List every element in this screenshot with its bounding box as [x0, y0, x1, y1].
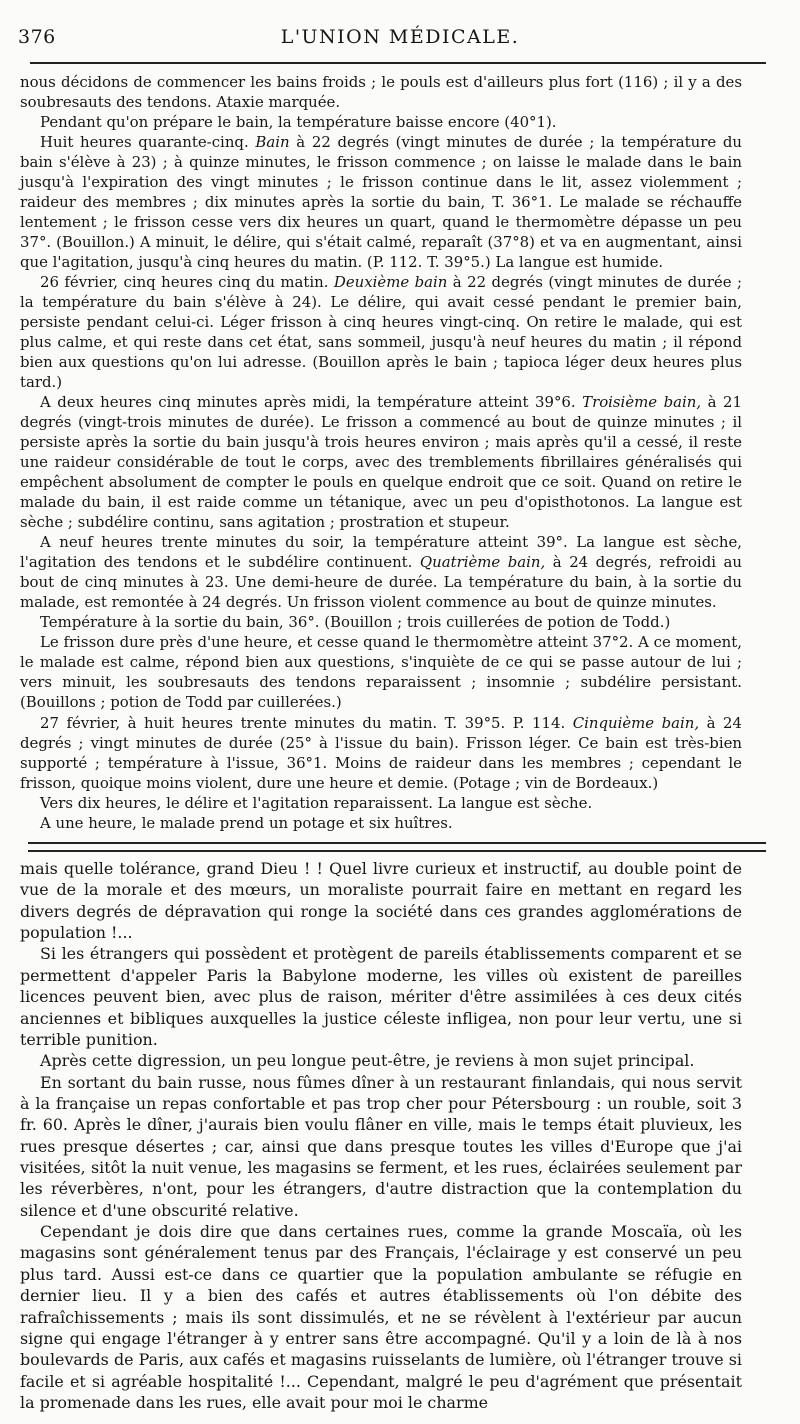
paragraph: Si les étrangers qui possèdent et protègent de pareils établissements comparent et se permettent d'appeler Paris la Babylone moderne, les villes où existent de pareilles licences peuvent bien, avec plus de raison, mériter d'être assimilées à ces deux cités anciennes et bibliques auxquelles la justice céleste infligea, non pour leur vertu, une si terrible punition.: [20, 944, 742, 1049]
paragraph: mais quelle tolérance, grand Dieu ! ! Quel livre curieux et instructif, au double point de vue de la morale et des mœurs, un moraliste pourrait faire en mettant en regard les divers degrés de dépravation qui ronge la société dans ces grandes agglomérations de population !...: [20, 859, 742, 943]
paragraph: A une heure, le malade prend un potage et six huîtres.: [40, 813, 453, 832]
feuilleton-separator: [28, 842, 766, 852]
paragraph: En sortant du bain russe, nous fûmes dîner à un restaurant finlandais, qui nous servit à la française un repas confortable et pas trop cher pour Pétersbourg : un rouble, soit 3 fr. 60. Après le dîner, j'aurais bien voulu flâner en ville, mais le temps était pluvieux, les rues presque désertes ; car, ainsi que dans presque toutes les villes d'Europe que j'ai visitées, sitôt la nuit venue, les magasins se ferment, et les rues, éclairées seulement par les réverbères, n'ont, pour les étrangers, d'autre distraction que la contemplation du silence et d'une obscurité relative.: [20, 1072, 742, 1220]
running-title: L'UNION MÉDICALE.: [280, 26, 520, 48]
paragraph: A deux heures cinq minutes après midi, la température atteint 39°6. Troisième bain, à 21 degrés (vingt-trois minutes de durée). Le frisson a commencé au bout de quinze minutes ; il persiste après la sortie du bain jusqu'à trois heures environ ; mais après qu'il a cessé, il reste une raideur considérable de tout le corps, avec des tremblements fibrillaires généralisés qui empêchent absolument de compter le pouls en quelque endroit que ce soit. Quand on retire le malade du bain, il est raide comme un tétanique, avec un peu d'opisthotonos. La langue est sèche ; subdélire continu, sans agitation ; prostration et stupeur.: [20, 393, 743, 532]
case-report-text: [20, 72, 742, 833]
paragraph: Après cette digression, un peu longue peut-être, je reviens à mon sujet principal.: [40, 1051, 695, 1071]
paragraph: Huit heures quarante-cinq. Bain à 22 degrés (vingt minutes de durée ; la température du bain s'élève à 23) ; à quinze minutes, le frisson commence ; on laisse le malade dans le bain jusqu'à l'expiration des vingt minutes ; le frisson continue dans le lit, assez violemment ; raideur des membres ; dix minutes après la sortie du bain, T. 36°1. Le malade se réchauffe lentement ; le frisson cesse vers dix heures un quart, quand le thermomètre dépasse un peu 37°. (Bouillon.) A minuit, le délire, qui s'était calmé, reparaît (37°8) et va en augmentant, ainsi que l'agitation, jusqu'à cinq heures du matin. (P. 112. T. 39°5.) La langue est humide.: [20, 133, 742, 272]
paragraph: Cependant je dois dire que dans certaines rues, comme la grande Moscaïa, où les magasins sont généralement tenus par des Français, l'éclairage y est conservé un peu plus tard. Aussi est-ce dans ce quartier que la population ambulante se réfugie en dernier lieu. Il y a bien des cafés et autres établissements où l'on débite des rafraîchissements ; mais ils sont dissimulés, et ne se révèlent à l'extérieur par aucun signe qui engage l'étranger à y entrer sans être accompagné. Qu'il y a loin de là à nos boulevards de Paris, aux cafés et magasins ruisselants de lumière, où l'étranger trouve si facile et si agréable hospitalité !... Cependant, malgré le peu d'agrément que présentait la promenade dans les rues, elle avait pour moi le charme: [20, 1222, 742, 1412]
header-rule: [30, 62, 766, 64]
feuilleton-text: [20, 858, 742, 1413]
page-number: 376: [18, 26, 56, 48]
page-header: [18, 22, 782, 56]
paragraph: Température à la sortie du bain, 36°. (Bouillon ; trois cuillerées de potion de Todd.): [40, 613, 671, 632]
paragraph: A neuf heures trente minutes du soir, la température atteint 39°. La langue est sèche, l'agitation des tendons et le subdélire continuent. Quatrième bain, à 24 degrés, refroidi au bout de cinq minutes à 23. Une demi-heure de durée. La température du bain, à la sortie du malade, est remontée à 24 degrés. Un frisson violent commence au bout de quinze minutes.: [20, 533, 742, 612]
paragraph: Le frisson dure près d'une heure, et cesse quand le thermomètre atteint 37°2. A ce moment, le malade est calme, répond bien aux questions, s'inquiète de ce qui se passe autour de lui ; vers minuit, les soubresauts des tendons reparaissent ; insomnie ; subdélire persistant. (Bouillons ; potion de Todd par cuillerées.): [20, 633, 742, 712]
paragraph: Vers dix heures, le délire et l'agitation reparaissent. La langue est sèche.: [40, 793, 593, 812]
paragraph: Pendant qu'on prépare le bain, la température baisse encore (40°1).: [40, 113, 557, 132]
paragraph: 26 février, cinq heures cinq du matin. Deuxième bain à 22 degrés (vingt minutes de durée ; la température du bain s'élève à 24). Le délire, qui avait cessé pendant le premier bain, persiste pendant celui-ci. Léger frisson à cinq heures vingt-cinq. On retire le malade, qui est plus calme, et qui reste dans cet état, sans sommeil, jusqu'à neuf heures du matin ; il répond bien aux questions qu'on lui adresse. (Bouillon après le bain ; tapioca léger deux heures plus tard.): [20, 273, 742, 392]
paragraph: nous décidons de commencer les bains froids ; le pouls est d'ailleurs plus fort (116) ; il y a des soubresauts des tendons. Ataxie marquée.: [20, 73, 742, 112]
paragraph: 27 février, à huit heures trente minutes du matin. T. 39°5. P. 114. Cinquième bain, à 24 degrés ; vingt minutes de durée (25° à l'issue du bain). Frisson léger. Ce bain est très-bien supporté ; température à l'issue, 36°1. Moins de raideur dans les membres ; cependant le frisson, quoique moins violent, dure une heure et demie. (Potage ; vin de Bordeaux.): [20, 713, 742, 792]
